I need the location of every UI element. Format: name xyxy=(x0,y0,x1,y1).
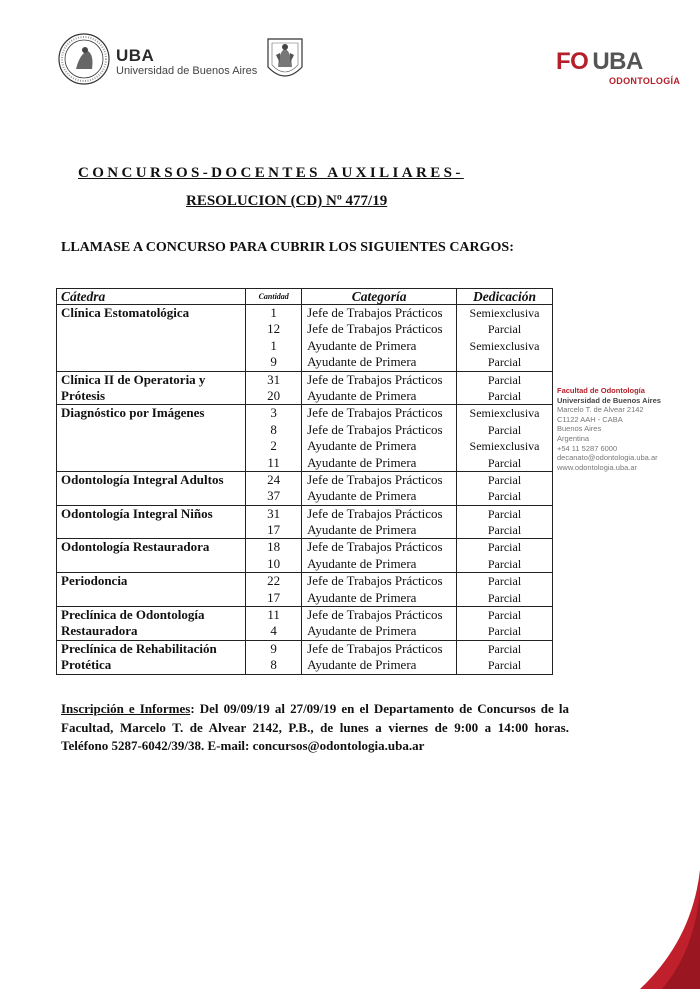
sidebar-country: Argentina xyxy=(557,433,590,443)
categoria-line: Ayudante de Primera xyxy=(307,354,417,370)
sidebar-phone: +54 11 5287 6000 xyxy=(557,443,618,453)
cell-categoria xyxy=(302,607,457,641)
cell-cantidad xyxy=(246,305,302,372)
categoria-line: Jefe de Trabajos Prácticos xyxy=(307,539,443,555)
cell-catedra xyxy=(57,471,246,505)
cell-cantidad xyxy=(246,405,302,472)
dedicacion-line: Parcial xyxy=(487,574,522,589)
cell-catedra xyxy=(57,573,246,607)
fo-logo-fo: FO xyxy=(556,48,589,75)
categoria-line: Ayudante de Primera xyxy=(307,488,417,504)
dedicacion-line: Parcial xyxy=(487,455,522,470)
cell-dedicacion xyxy=(457,573,553,607)
header-dedicacion: Dedicación xyxy=(457,289,553,305)
dedicacion-line: Parcial xyxy=(487,658,522,673)
cell-dedicacion xyxy=(457,505,553,539)
cell-categoria xyxy=(302,573,457,607)
categoria-line: Jefe de Trabajos Prácticos xyxy=(307,640,443,656)
fo-uba-logo xyxy=(556,48,643,76)
cell-catedra xyxy=(57,607,246,641)
table-row xyxy=(57,405,553,472)
cell-dedicacion xyxy=(457,371,553,405)
categoria-line: Ayudante de Primera xyxy=(307,522,417,538)
cell-cantidad xyxy=(246,640,302,674)
categoria-line: Ayudante de Primera xyxy=(307,623,417,639)
categoria-line: Jefe de Trabajos Prácticos xyxy=(307,421,443,437)
catedra-line: Preclínica de Odontología xyxy=(61,607,205,623)
cell-dedicacion xyxy=(457,405,553,472)
categoria-line: Jefe de Trabajos Prácticos xyxy=(307,371,443,387)
categoria-line: Jefe de Trabajos Prácticos xyxy=(307,471,443,487)
cell-dedicacion xyxy=(457,471,553,505)
uba-logo-text: UBA xyxy=(116,46,155,65)
header-catedra: Cátedra xyxy=(57,289,246,305)
cell-categoria xyxy=(302,305,457,372)
cell-categoria xyxy=(302,371,457,405)
cantidad-line: 1 xyxy=(270,305,277,320)
table-row xyxy=(57,607,553,641)
cantidad-line: 11 xyxy=(267,454,280,470)
table-row xyxy=(57,371,553,405)
categoria-line: Jefe de Trabajos Prácticos xyxy=(307,607,443,623)
sidebar-city: Buenos Aires xyxy=(557,424,602,434)
resolution-title: RESOLUCION (CD) Nº 477/19 xyxy=(186,193,388,209)
cantidad-line: 10 xyxy=(267,555,281,571)
cell-catedra xyxy=(57,405,246,472)
corner-decoration xyxy=(600,870,700,989)
cantidad-line: 12 xyxy=(267,321,281,337)
contact-sidebar xyxy=(557,386,661,472)
header-cantidad: Cantidad xyxy=(246,289,302,305)
dedicacion-line: Parcial xyxy=(487,388,522,403)
catedra-line: Restauradora xyxy=(61,623,138,639)
dedicacion-line: Parcial xyxy=(487,608,522,623)
cantidad-line: 24 xyxy=(267,471,281,487)
cantidad-line: 31 xyxy=(267,371,281,387)
cantidad-line: 9 xyxy=(270,354,277,370)
cantidad-line: 8 xyxy=(270,421,277,437)
sidebar-postal: C1122 AAH - CABA xyxy=(557,414,623,424)
categoria-line: Jefe de Trabajos Prácticos xyxy=(307,505,443,521)
cell-categoria xyxy=(302,471,457,505)
cell-categoria xyxy=(302,640,457,674)
fo-logo-uba: UBA xyxy=(592,48,643,75)
sidebar-university: Universidad de Buenos Aires xyxy=(557,395,661,405)
categoria-line: Ayudante de Primera xyxy=(307,555,417,571)
catedra-line: Protética xyxy=(61,657,112,673)
cell-dedicacion xyxy=(457,640,553,674)
table-row xyxy=(57,640,553,674)
categoria-line: Ayudante de Primera xyxy=(307,657,417,673)
catedra-line: Prótesis xyxy=(61,387,106,403)
dedicacion-line: Parcial xyxy=(487,489,522,504)
cell-dedicacion xyxy=(457,607,553,641)
fo-logo-subtitle: ODONTOLOGÍA xyxy=(609,76,681,86)
cantidad-line: 8 xyxy=(270,657,277,673)
cantidad-line: 2 xyxy=(270,438,277,454)
catedra-line: Periodoncia xyxy=(61,573,128,589)
cantidad-line: 1 xyxy=(270,337,277,353)
dedicacion-line: Parcial xyxy=(487,590,522,605)
registration-label: Inscripción e Informes xyxy=(61,701,191,716)
catedra-line: Odontología Integral Niños xyxy=(61,505,213,521)
cantidad-line: 17 xyxy=(267,589,281,605)
dedicacion-line: Parcial xyxy=(487,540,522,555)
categoria-line: Ayudante de Primera xyxy=(307,438,417,454)
cantidad-line: 31 xyxy=(267,505,281,521)
table-row xyxy=(57,505,553,539)
dedicacion-line: Parcial xyxy=(487,506,522,521)
dedicacion-line: Semiexclusiva xyxy=(469,406,540,421)
cell-cantidad xyxy=(246,471,302,505)
cell-cantidad xyxy=(246,573,302,607)
categoria-line: Ayudante de Primera xyxy=(307,337,417,353)
sidebar-website: www.odontologia.uba.ar xyxy=(557,462,638,472)
categoria-line: Jefe de Trabajos Prácticos xyxy=(307,573,443,589)
categoria-line: Jefe de Trabajos Prácticos xyxy=(307,321,443,337)
dedicacion-line: Parcial xyxy=(487,372,522,387)
faculty-seal-icon xyxy=(264,33,306,85)
dedicacion-line: Parcial xyxy=(487,556,522,571)
dedicacion-line: Semiexclusiva xyxy=(469,338,540,353)
cell-categoria xyxy=(302,539,457,573)
dedicacion-line: Semiexclusiva xyxy=(469,306,540,320)
cell-catedra xyxy=(57,371,246,405)
catedra-line: Odontología Restauradora xyxy=(61,539,210,555)
sidebar-faculty: Facultad de Odontología xyxy=(557,386,645,395)
cell-catedra xyxy=(57,305,246,372)
table-row xyxy=(57,573,553,607)
cell-cantidad xyxy=(246,539,302,573)
dedicacion-line: Parcial xyxy=(487,472,522,487)
dedicacion-line: Parcial xyxy=(487,422,522,437)
cell-dedicacion xyxy=(457,539,553,573)
sidebar-email: decanato@odontologia.uba.ar xyxy=(557,453,658,463)
cantidad-line: 20 xyxy=(267,387,281,403)
cantidad-line: 18 xyxy=(267,539,281,555)
header-categoria: Categoría xyxy=(302,289,457,305)
table-header-row xyxy=(57,289,553,305)
cell-catedra xyxy=(57,640,246,674)
table-row xyxy=(57,305,553,372)
positions-table xyxy=(56,288,553,675)
sidebar-address: Marcelo T. de Alvear 2142 xyxy=(557,405,644,415)
cantidad-line: 3 xyxy=(270,405,277,421)
dedicacion-line: Parcial xyxy=(487,641,522,656)
catedra-line: Clínica II de Operatoria y xyxy=(61,371,206,387)
call-heading: LLAMASE A CONCURSO PARA CUBRIR LOS SIGUIENTES CARGOS: xyxy=(61,240,514,255)
dedicacion-line: Parcial xyxy=(487,523,522,538)
cantidad-line: 37 xyxy=(267,488,281,504)
registration-info xyxy=(61,700,569,756)
catedra-line: Clínica Estomatológica xyxy=(61,305,190,320)
cell-categoria xyxy=(302,505,457,539)
cantidad-line: 11 xyxy=(267,607,280,623)
dedicacion-line: Semiexclusiva xyxy=(469,439,540,454)
document-title: CONCURSOS-DOCENTES AUXILIARES- xyxy=(78,165,464,181)
cantidad-line: 17 xyxy=(267,522,281,538)
cell-categoria xyxy=(302,405,457,472)
cell-catedra xyxy=(57,539,246,573)
cantidad-line: 9 xyxy=(270,640,277,656)
cell-cantidad xyxy=(246,505,302,539)
categoria-line: Ayudante de Primera xyxy=(307,454,417,470)
categoria-line: Jefe de Trabajos Prácticos xyxy=(307,305,443,320)
catedra-line: Preclínica de Rehabilitación xyxy=(61,640,217,656)
dedicacion-line: Parcial xyxy=(487,624,522,639)
categoria-line: Jefe de Trabajos Prácticos xyxy=(307,405,443,421)
uba-logo-subtitle: Universidad de Buenos Aires xyxy=(116,65,258,77)
catedra-line: Odontología Integral Adultos xyxy=(61,471,224,487)
cantidad-line: 22 xyxy=(267,573,281,589)
registration-text: : Del 09/09/19 al 27/09/19 en el Departamento de Concursos de la Facultad, Marcelo T. de Alvear 2142, P.B., de lunes a viernes de 9:00 a 14:00 horas. Teléfono 5287-6042/39/38. E-mail: concursos@odontologia.uba.ar xyxy=(61,701,569,753)
categoria-line: Ayudante de Primera xyxy=(307,387,417,403)
table-row xyxy=(57,539,553,573)
cell-dedicacion xyxy=(457,305,553,372)
cantidad-line: 4 xyxy=(270,623,277,639)
categoria-line: Ayudante de Primera xyxy=(307,589,417,605)
catedra-line: Diagnóstico por Imágenes xyxy=(61,405,205,421)
dedicacion-line: Parcial xyxy=(487,355,522,370)
cell-cantidad xyxy=(246,371,302,405)
cell-cantidad xyxy=(246,607,302,641)
table-body xyxy=(57,305,553,675)
uba-seal-icon xyxy=(58,33,110,85)
dedicacion-line: Parcial xyxy=(487,322,522,337)
cell-catedra xyxy=(57,505,246,539)
table-row xyxy=(57,471,553,505)
